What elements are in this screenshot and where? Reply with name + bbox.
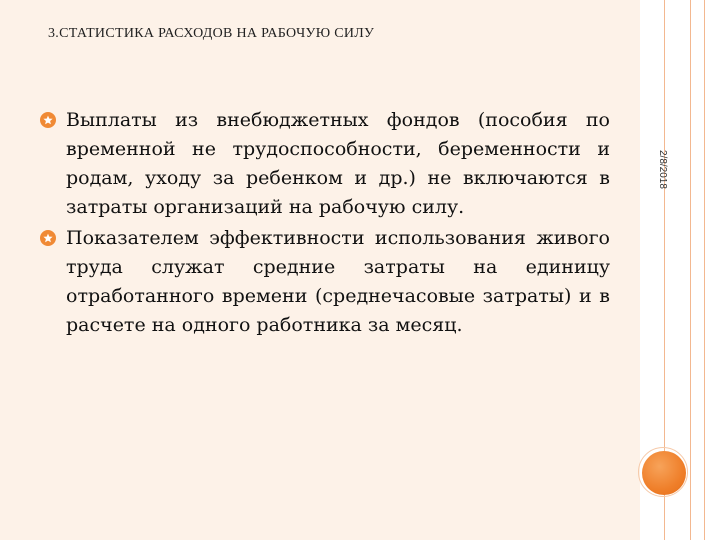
- bullet-text: Выплаты из внебюджетных фондов (пособия по временной не трудоспособности, беременности и родам, уходу за ребенком и др.) не включаются в затраты организаций на рабочую силу.: [66, 109, 610, 218]
- slide-title: 3.СТАТИСТИКА РАСХОДОВ НА РАБОЧУЮ СИЛУ: [48, 26, 375, 41]
- bullet-item: [40, 224, 610, 340]
- orange-circle-icon: [642, 451, 686, 495]
- bullet-text: Показателем эффективности использования живого труда служат средние затраты на единицу отработанного времени (среднечасовые затраты) и в расчете на одного работника за месяц.: [66, 227, 610, 336]
- star-bullet-icon: [40, 230, 56, 246]
- bullet-item: [40, 106, 610, 222]
- slide-date: 2/8/2018: [657, 150, 668, 189]
- bullet-list: [40, 106, 610, 342]
- rail-line: [690, 0, 691, 540]
- star-bullet-icon: [40, 112, 56, 128]
- rail-line: [704, 0, 705, 540]
